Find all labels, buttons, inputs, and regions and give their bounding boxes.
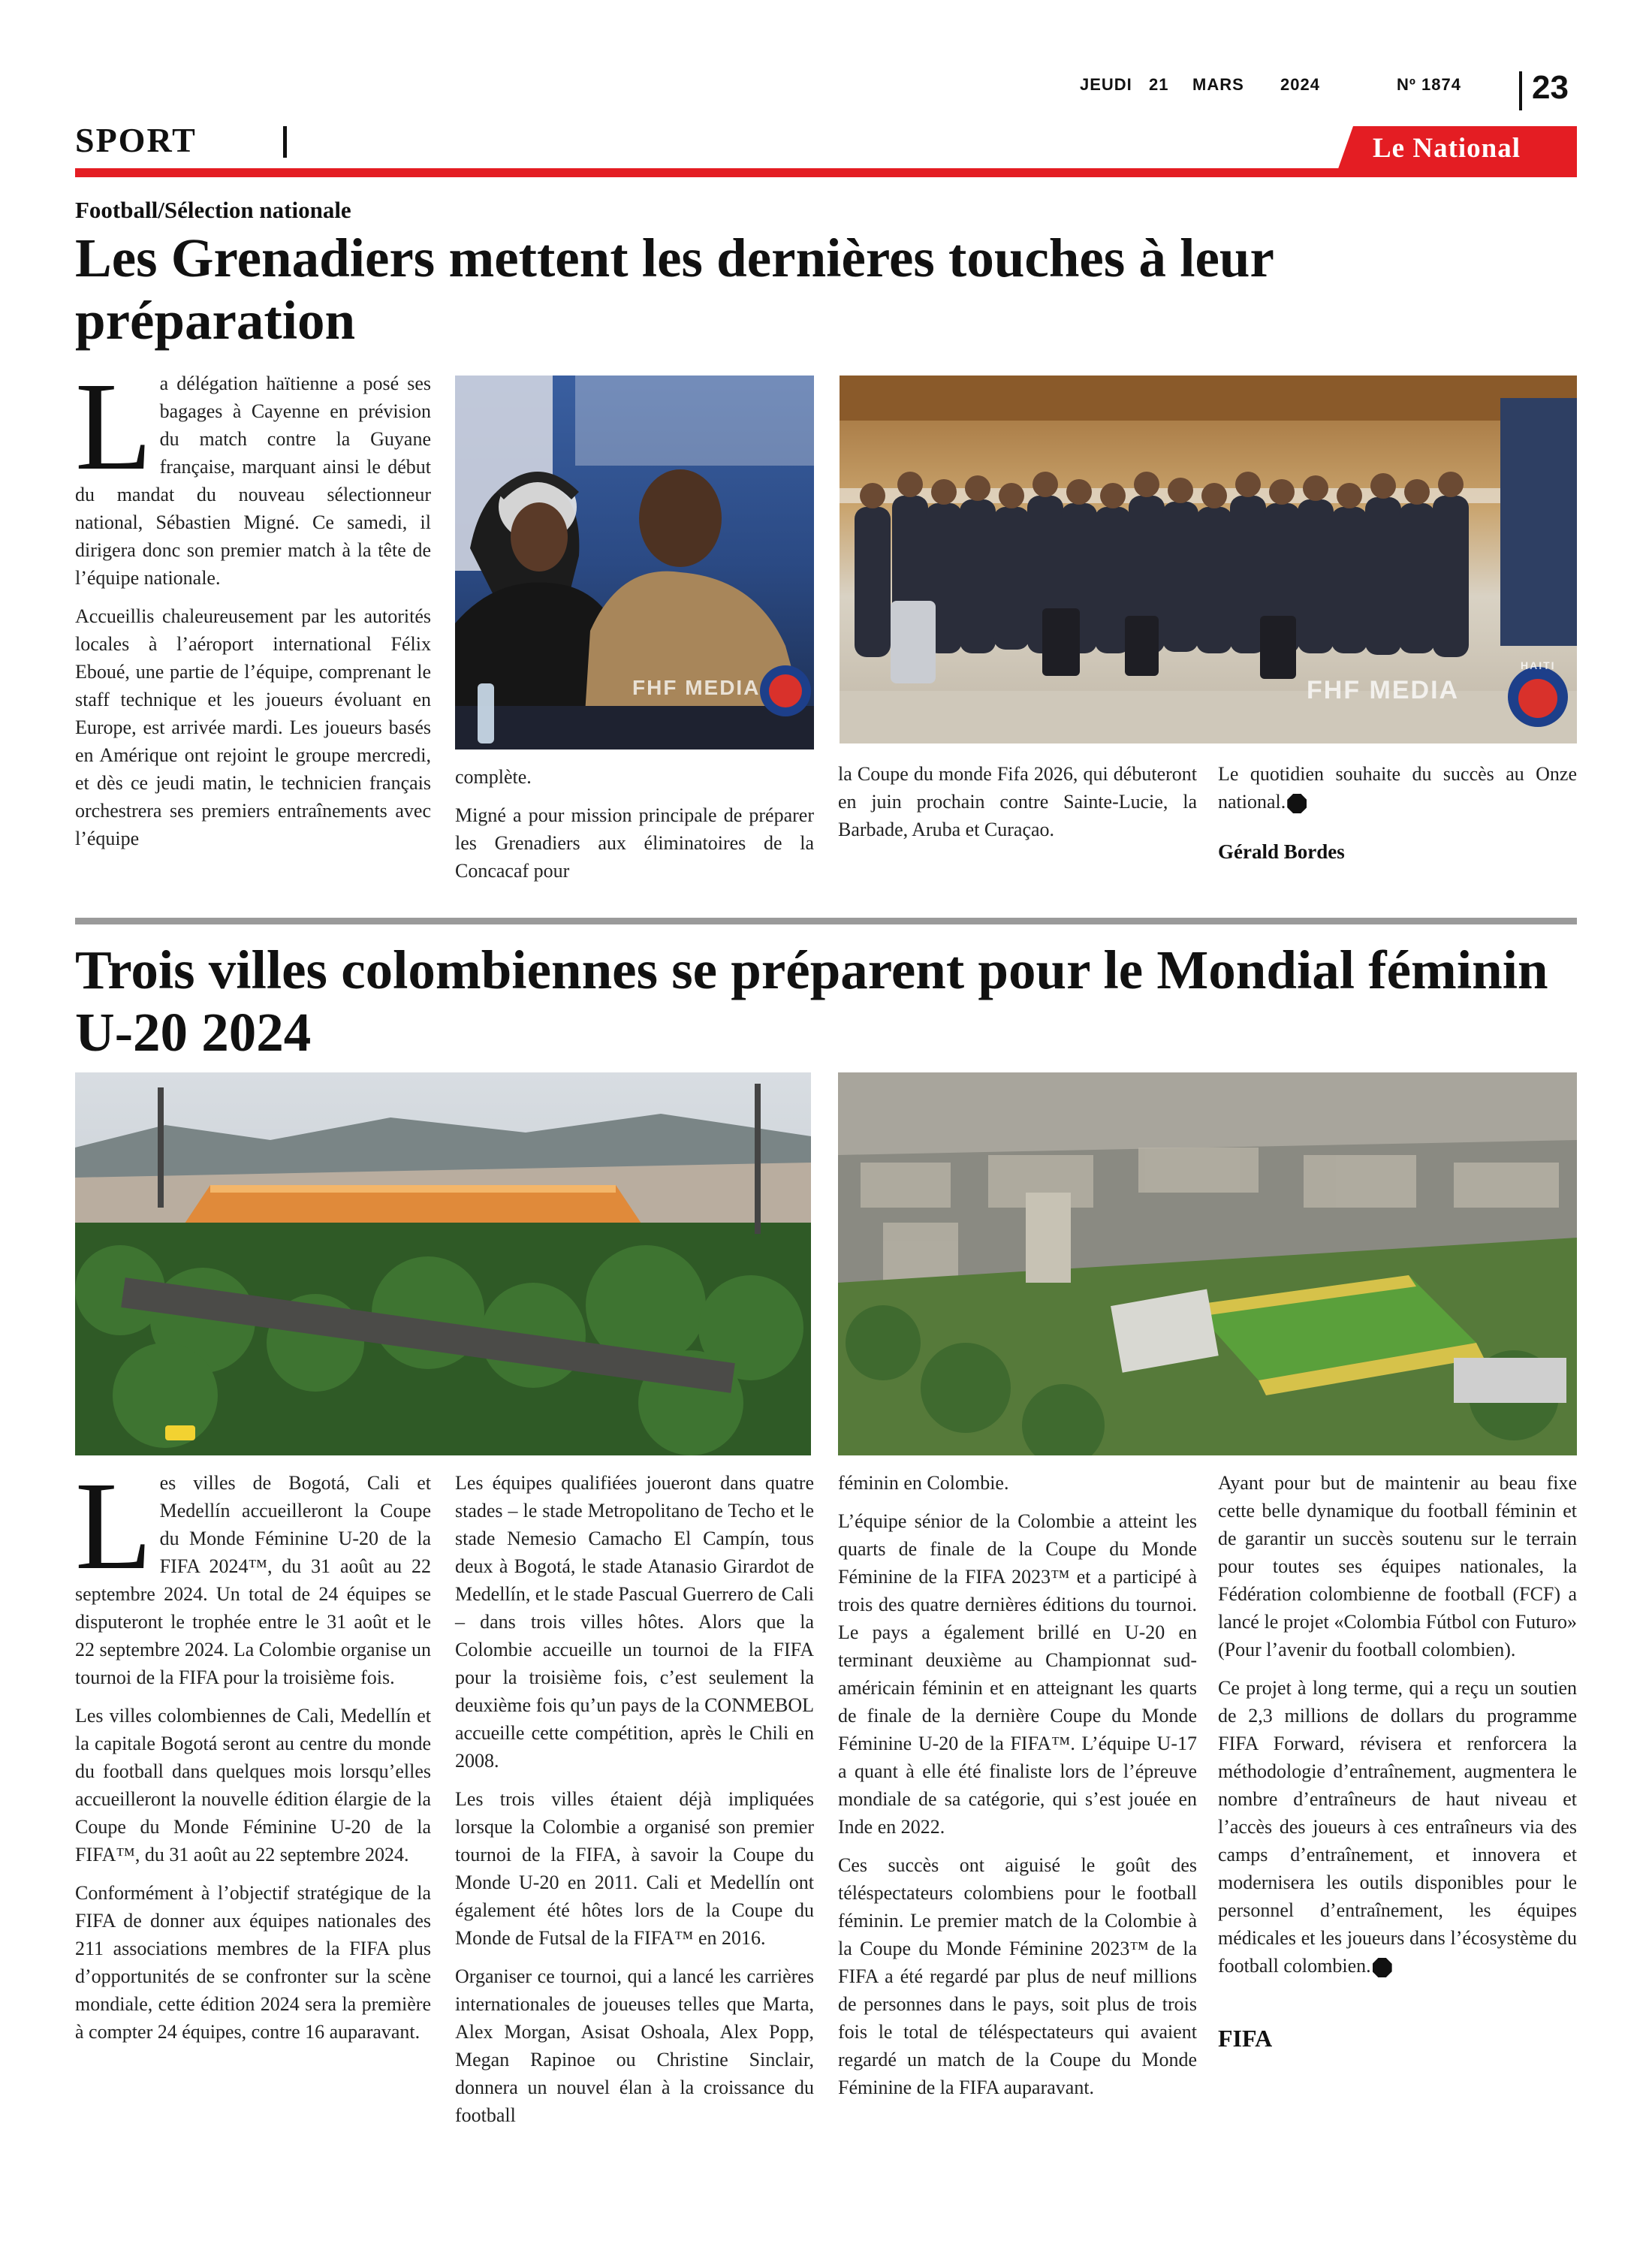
article2-column-3: [838, 1469, 1197, 2112]
closing-paragraph: Ce projet à long terme, qui a reçu un soutien de 2,3 millions de dollars du programme FIFA Forward, révisera et renforcera la méthodologie d’entraînement, augmentera le nombre d’entraîneurs de haut niveau et l’accès des joueurs à ces entraîneurs via des camps d’entraînement, et innovera et modernisera les outils disponibles pour le personnel d’entraînement, les équipes médicales et les joueurs dans l’écosystème du football colombien.: [1218, 1677, 1577, 1977]
article1-paragraph: complète.: [455, 766, 532, 788]
article2-column-2: [455, 1469, 814, 2140]
article2-paragraph: Les trois villes étaient déjà impliquées lorsque la Colombie a organisé son premier tournoi de la FIFA, à savoir la Coupe du Monde U-20 en 2011. Cali et Medellín ont également été hôtes lors de la Coupe du Monde de Futsal de la FIFA™ en 2016.: [455, 1788, 814, 1949]
article2-paragraph: Ayant pour but de maintenir au beau fixe cette belle dynamique du football féminin et de garantir un succès soutenu sur le terrain pour toutes ses équipes nationales, la Fédération colombienne de football (FCF) a lancé le projet «Colombia Fútbol con Futuro» (Pour l’avenir du football colombien).: [1218, 1472, 1577, 1660]
article1-paragraph: Migné a pour mission principale de préparer les Grenadiers aux éliminatoires de la Concacaf pour: [455, 804, 814, 882]
header-year: 2024: [1280, 75, 1320, 94]
article2-paragraph: L’équipe sénior de la Colombie a atteint les quarts de finale de la Coupe du Monde Féminine de la FIFA 2023™ et a participé à trois des quatre dernières éditions du tournoi. Le pays a également brillé en U-20 en terminant deuxième au Championnat sud-américain féminin et en atteignant les quarts de finale de la dernière Coupe du Monde Féminine U-20 de la FIFA™. L’équipe U-17 a quant à elle été finaliste lors de l’épreuve mondiale de sa catégorie, qui s’est jouée en Inde en 2022.: [838, 1510, 1197, 1838]
article1-paragraph: [1218, 760, 1577, 816]
end-of-article-icon: [1287, 794, 1307, 813]
article1-headline: Les Grenadiers mettent les dernières touches à leur préparation: [75, 228, 1274, 351]
header-date: 21: [1149, 75, 1169, 94]
article1-column-1: [75, 357, 431, 863]
article1-column-3: [838, 760, 1197, 854]
article2-headline: Trois villes colombiennes se préparent pour le Mondial féminin U-20 2024: [75, 940, 1548, 1063]
article1-column-2: [455, 763, 814, 895]
brand-name: Le National: [1373, 133, 1521, 164]
article2-paragraph: Conformément à l’objectif stratégique de la FIFA de donner aux équipes nationales des 211 associations membres de la FIFA plus d’opportunités de se confronter sur la scène mondiale, cette édition 2024 sera la première à compter 24 équipes, contre 16 auparavant.: [75, 1882, 431, 2043]
article2-paragraph: es villes de Bogotá, Cali et Medellín accueilleront la Coupe du Monde Féminine U-20 de la FIFA 2024™, du 31 août au 22 septembre 2024. Un total de 24 équipes se disputeront le trophée entre le 31 août et le 22 septembre 2024. La Colombie organise un tournoi de la FIFA pour la troisième fois.: [75, 1472, 431, 1688]
article2-paragraph: [1218, 1674, 1577, 1980]
photo-watermark: FHF MEDIA: [632, 676, 761, 699]
article-separator: [75, 918, 1577, 924]
article2-column-1: [75, 1456, 431, 2056]
medellin-stadium-photo: [75, 1072, 811, 1455]
section-divider: [283, 126, 287, 158]
medellin-stadium-image: [75, 1072, 811, 1455]
article1-paragraph: Accueillis chaleureusement par les autorités locales à l’aéroport international Félix Eboué, une partie de l’équipe, comprenant le staff technique et les joueurs évoluant en Europe, est arrivée mardi. Les joueurs basés en Amérique ont rejoint le groupe mercredi, et dès ce jeudi matin, le technicien français orchestrera ses premiers entraînements avec l’équipe: [75, 605, 431, 849]
article1-paragraph: a délégation haïtienne a posé ses bagages à Cayenne en prévision du match contre la Guyane française, marquant ainsi le début du mandat du nouveau sélectionneur national, Sébastien Migné. Ce samedi, il dirigera donc son premier match à la tête de l’équipe nationale.: [75, 372, 431, 589]
article1-dropcap: L: [75, 357, 152, 496]
end-of-article-icon: [1373, 1958, 1392, 1977]
header-month: MARS: [1192, 75, 1244, 94]
team-group-image: [840, 376, 1577, 743]
team-group-photo: [840, 376, 1577, 743]
article1-paragraph: la Coupe du monde Fifa 2026, qui débuteront en juin prochain contre Sainte-Lucie, la Barbade, Aruba et Curaçao.: [838, 763, 1197, 840]
bogota-aerial-photo: [838, 1072, 1577, 1455]
article2-paragraph: Ces succès ont aiguisé le goût des téléspectateurs colombiens pour le football féminin. Le premier match de la Colombie à la Coupe du Monde Féminine 2023™ de la FIFA a été regardé par plus de neuf millions de personnes dans le pays, soit plus de trois fois le total de téléspectateurs qui avaient regardé un match de la Coupe du Monde Féminine de la FIFA auparavant.: [838, 1854, 1197, 2098]
article2-dropcap: L: [75, 1456, 152, 1596]
bogota-aerial-image: [838, 1072, 1577, 1455]
section-title: SPORT: [75, 121, 197, 159]
article2-paragraph: Organiser ce tournoi, qui a lancé les carrières internationales de joueuses telles que Marta, Alex Morgan, Asisat Oshoala, Alex Popp, Megan Rapinoe ou Christine Sinclair, donnera un nouvel élan à la croissance du football: [455, 1965, 814, 2126]
article2-paragraph: Les villes colombiennes de Cali, Medellín et la capitale Bogotá seront au centre du monde du football dans quelques mois lorsqu’elles accueilleront la nouvelle édition élargie de la Coupe du Monde Féminine U-20 de la FIFA™, du 31 août au 22 septembre 2024.: [75, 1705, 431, 1865]
haiti-badge-label: HAITI: [1521, 659, 1556, 671]
article1-byline: Gérald Bordes: [1218, 840, 1345, 863]
page-number: 23: [1532, 69, 1569, 106]
article1-kicker: Football/Sélection nationale: [75, 197, 351, 223]
closing-sentence: Le quotidien souhaite du succès au Onze national.: [1218, 763, 1577, 813]
press-conference-photo: [455, 376, 814, 749]
article2-column-4: [1218, 1469, 1577, 2064]
issue-number: Nº 1874: [1397, 75, 1461, 94]
photo-watermark: FHF MEDIA: [1307, 676, 1460, 704]
article2-byline: FIFA: [1218, 2025, 1273, 2052]
page-number-divider: [1519, 71, 1522, 110]
header-day: JEUDI: [1080, 75, 1132, 94]
article2-paragraph: Les équipes qualifiées joueront dans quatre stades – le stade Metropolitano de Techo et le stade Nemesio Camacho El Campín, tous deux à Bogotá, le stade Atanasio Girardot de Medellín, et le stade Pascual Guerrero de Cali – dans trois villes hôtes. Alors que la Colombie accueille un tournoi de la FIFA pour la troisième fois, c’est seulement la deuxième fois qu’un pays de la CONMEBOL accueille cette compétition, après le Chili en 2008.: [455, 1472, 814, 1772]
article1-column-4: [1218, 760, 1577, 876]
article2-paragraph: féminin en Colombie.: [838, 1472, 1009, 1494]
